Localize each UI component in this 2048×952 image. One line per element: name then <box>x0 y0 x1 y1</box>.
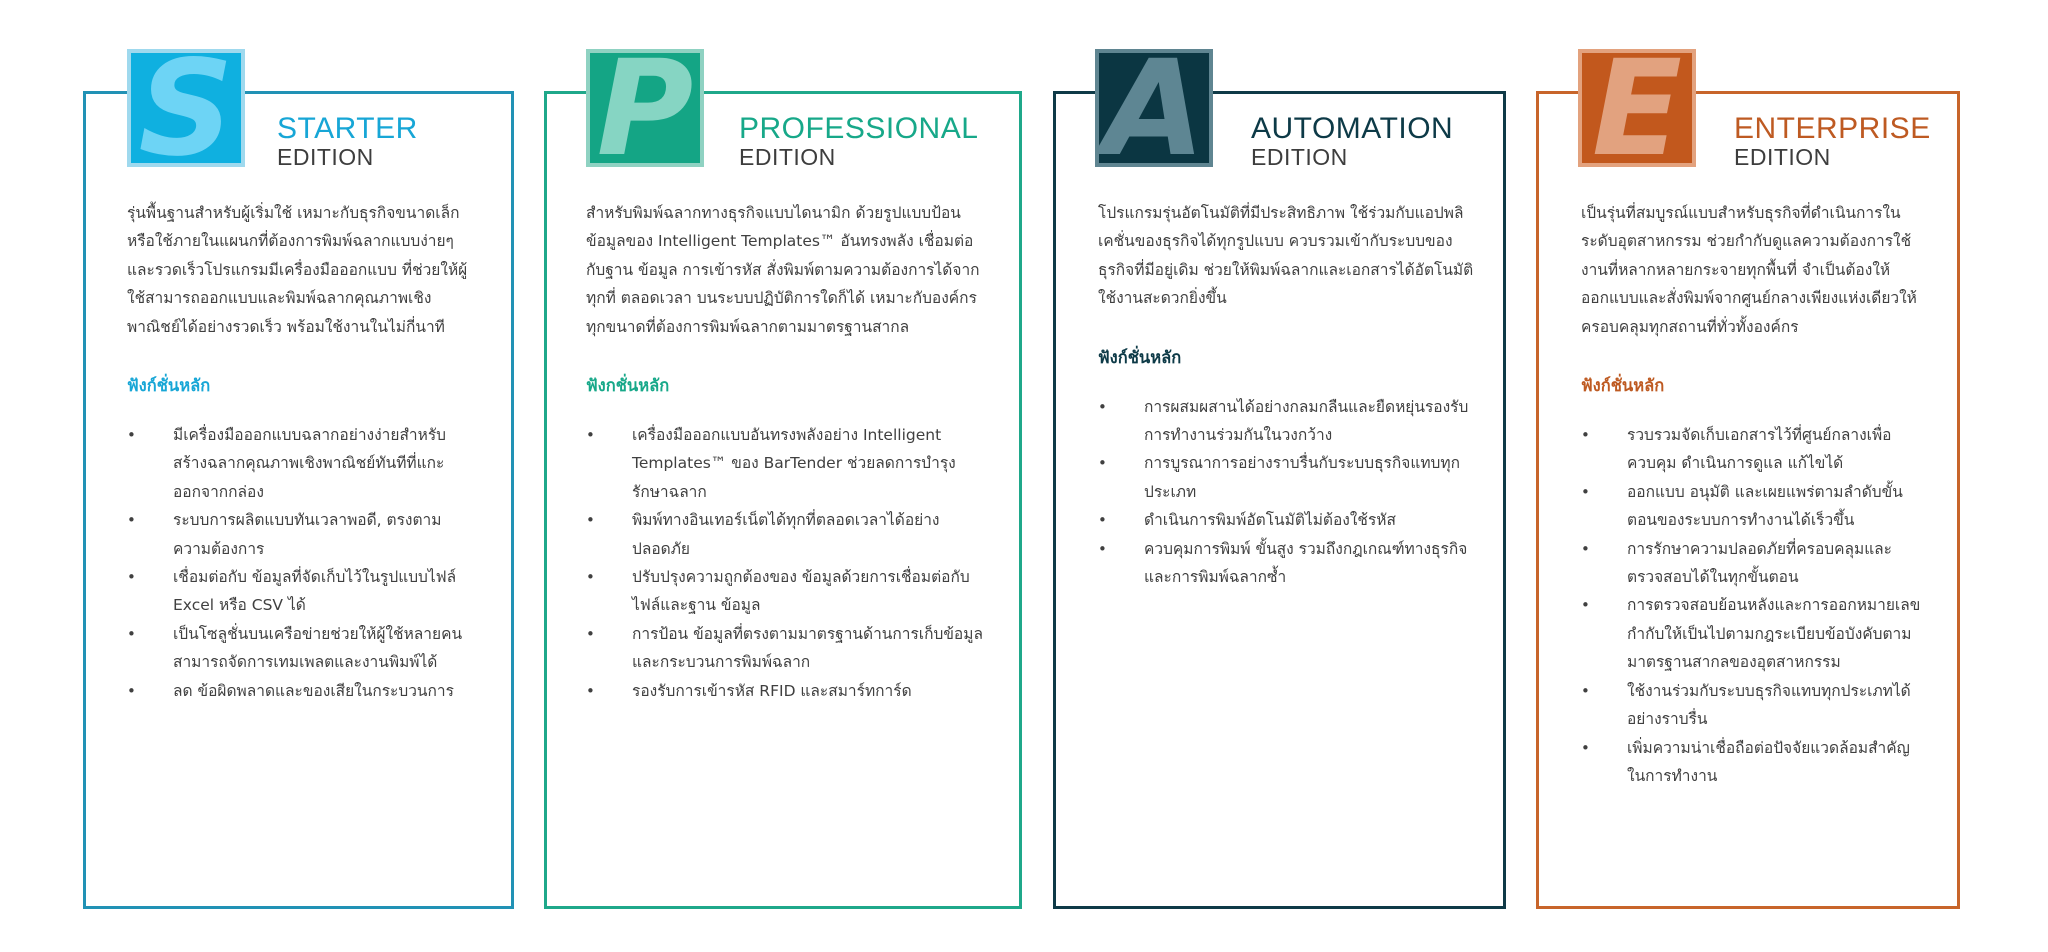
list-item: • ปรับปรุงความถูกต้องของ ข้อมูลด้วยการเชื่อมต่อกับไฟล์และฐาน ข้อมูล <box>586 563 986 620</box>
professional-description: สำหรับพิมพ์ฉลากทางธุรกิจแบบไดนามิก ด้วยรูปแบบป้อน ข้อมูลของ Intelligent Templates™ อันทรงพลัง เชื่อมต่อกับฐาน ข้อมูล การเข้ารหัส สั่งพิมพ์ตามความต้องการได้จากทุกที่ ตลอดเวลา บนระบบปฏิบัติการใดก็ได้ เหมาะกับองค์กรทุกขนาดที่ต้องการพิมพ์ฉลากตามมาตรฐานสากล <box>586 204 980 336</box>
list-item: • รองรับการเข้ารหัส RFID และสมาร์ทการ์ด <box>586 677 986 705</box>
professional-feature-list <box>586 421 986 705</box>
list-item: • การตรวจสอบย้อนหลังและการออกหมายเลขกำกับให้เป็นไปตามกฎระเบียบข้อบังคับตามมาตรฐานสากลของอุตสาหกรรม <box>1581 591 1921 676</box>
list-item: • ลด ข้อผิดพลาดและของเสียในกระบวนการ <box>127 677 472 705</box>
starter-subtitle: EDITION <box>277 144 374 170</box>
automation-subtitle: EDITION <box>1251 144 1348 170</box>
professional-features-heading: ฟังกชั่นหลัก <box>586 376 670 396</box>
enterprise-logo-letter: E <box>1591 49 1683 167</box>
list-item: • เครื่องมือออกแบบอันทรงพลังอย่าง Intelligent Templates™ ของ BarTender ช่วยลดการบำรุงรักษาฉลาก <box>586 421 986 506</box>
list-item: • เชื่อมต่อกับ ข้อมูลที่จัดเก็บไว้ในรูปแบบไฟล์ Excel หรือ CSV ได้ <box>127 563 472 620</box>
starter-description: รุ่นพื้นฐานสำหรับผู้เริ่มใช้ เหมาะกับธุรกิจขนาดเล็กหรือใช้ภายในแผนกที่ต้องการพิมพ์ฉลากแบบง่ายๆและรวดเร็วโปรแกรมมีเครื่องมือออกแบบ ที่ช่วยให้ผู้ใช้สามารถออกแบบและพิมพ์ฉลากคุณภาพเชิงพาณิชย์ได้อย่างรวดเร็ว พร้อมใช้งานในไม่กี่นาที <box>127 204 468 336</box>
list-item: • การรักษาความปลอดภัยที่ครอบคลุมและตรวจสอบได้ในทุกขั้นตอน <box>1581 535 1921 592</box>
list-item: • มีเครื่องมือออกแบบฉลากอย่างง่ายสำหรับสร้างฉลากคุณภาพเชิงพาณิชย์ทันทีที่แกะออกจากกล่อง <box>127 421 472 506</box>
list-item: • ใช้งานร่วมกับระบบธุรกิจแทบทุกประเภทได้อย่างราบรื่น <box>1581 677 1921 734</box>
enterprise-features-heading: ฟังก์ชั่นหลัก <box>1581 376 1665 396</box>
enterprise-title: ENTERPRISE <box>1734 112 1931 145</box>
professional-logo-letter: P <box>596 49 694 167</box>
list-item: • ระบบการผลิตแบบทันเวลาพอดี, ตรงตามความต้องการ <box>127 506 472 563</box>
list-item: • การผสมผสานได้อย่างกลมกลืนและยืดหยุ่นรองรับการทำงานร่วมกันในวงกว้าง <box>1098 393 1476 450</box>
automation-description: โปรแกรมรุ่นอัตโนมัติที่มีประสิทธิภาพ ใช้ร่วมกับแอปพลิเคชั่นของธุรกิจได้ทุกรูปแบบ ควบรวมเข้ากับระบบของธุรกิจที่มีอยู่เดิม ช่วยให้พิมพ์ฉลากและเอกสารได้อัตโนมัติใช้งานสะดวกยิ่งขึ้น <box>1098 204 1474 308</box>
enterprise-logo-icon <box>1578 49 1696 167</box>
enterprise-subtitle: EDITION <box>1734 144 1831 170</box>
starter-title: STARTER <box>277 112 418 145</box>
starter-feature-list <box>127 421 472 705</box>
list-item: • การป้อน ข้อมูลที่ตรงตามมาตรฐานด้านการเก็บข้อมูลและกระบวนการพิมพ์ฉลาก <box>586 620 986 677</box>
starter-logo-icon <box>127 49 245 167</box>
list-item: • ควบคุมการพิมพ์ ขั้นสูง รวมถึงกฎเกณฑ์ทางธุรกิจและการพิมพ์ฉลากซ้ำ <box>1098 535 1476 592</box>
enterprise-body <box>1581 199 1921 790</box>
automation-feature-list <box>1098 393 1476 592</box>
automation-logo-letter: A <box>1102 49 1206 167</box>
starter-body <box>127 199 472 705</box>
automation-features-heading: ฟังก์ชั่นหลัก <box>1098 347 1182 367</box>
enterprise-description: เป็นรุ่นที่สมบูรณ์แบบสำหรับธุรกิจที่ดำเนินการในระดับอุตสาหกรรม ช่วยกำกับดูแลความต้องการใช้งานที่หลากหลายกระจายทุกพื้นที่ จำเป็นต้องให้ออกแบบและสั่งพิมพ์จากศูนย์กลางเพียงแห่งเดียวให้ครอบคลุมทุกสถานที่ทั่วทั้งองค์กร <box>1581 204 1917 336</box>
list-item: • ออกแบบ อนุมัติ และเผยแพร่ตามลำดับขั้นตอนของระบบการทำงานได้เร็วขึ้น <box>1581 478 1921 535</box>
professional-body <box>586 199 986 705</box>
automation-logo-icon <box>1095 49 1213 167</box>
enterprise-feature-list <box>1581 421 1921 790</box>
list-item: • เป็นโซลูชั่นบนเครือข่ายช่วยให้ผู้ใช้หลายคนสามารถจัดการเทมเพลตและงานพิมพ์ได้ <box>127 620 472 677</box>
list-item: • ดำเนินการพิมพ์อัตโนมัติไม่ต้องใช้รหัส <box>1098 506 1476 534</box>
starter-features-heading: ฟังก์ชั่นหลัก <box>127 376 211 396</box>
list-item: • การบูรณาการอย่างราบรื่นกับระบบธุรกิจแทบทุกประเภท <box>1098 449 1476 506</box>
list-item: • รวบรวมจัดเก็บเอกสารไว้ที่ศูนย์กลางเพื่อควบคุม ดำเนินการดูแล แก้ไขได้ <box>1581 421 1921 478</box>
professional-title: PROFESSIONAL <box>739 112 979 145</box>
automation-body <box>1098 199 1476 591</box>
starter-logo-letter: S <box>138 49 234 167</box>
list-item: • เพิ่มความน่าเชื่อถือต่อปัจจัยแวดล้อมสำคัญในการทำงาน <box>1581 734 1921 791</box>
automation-title: AUTOMATION <box>1251 112 1454 145</box>
professional-logo-icon <box>586 49 704 167</box>
professional-subtitle: EDITION <box>739 144 836 170</box>
list-item: • พิมพ์ทางอินเทอร์เน็ตได้ทุกที่ตลอดเวลาได้อย่างปลอดภัย <box>586 506 986 563</box>
